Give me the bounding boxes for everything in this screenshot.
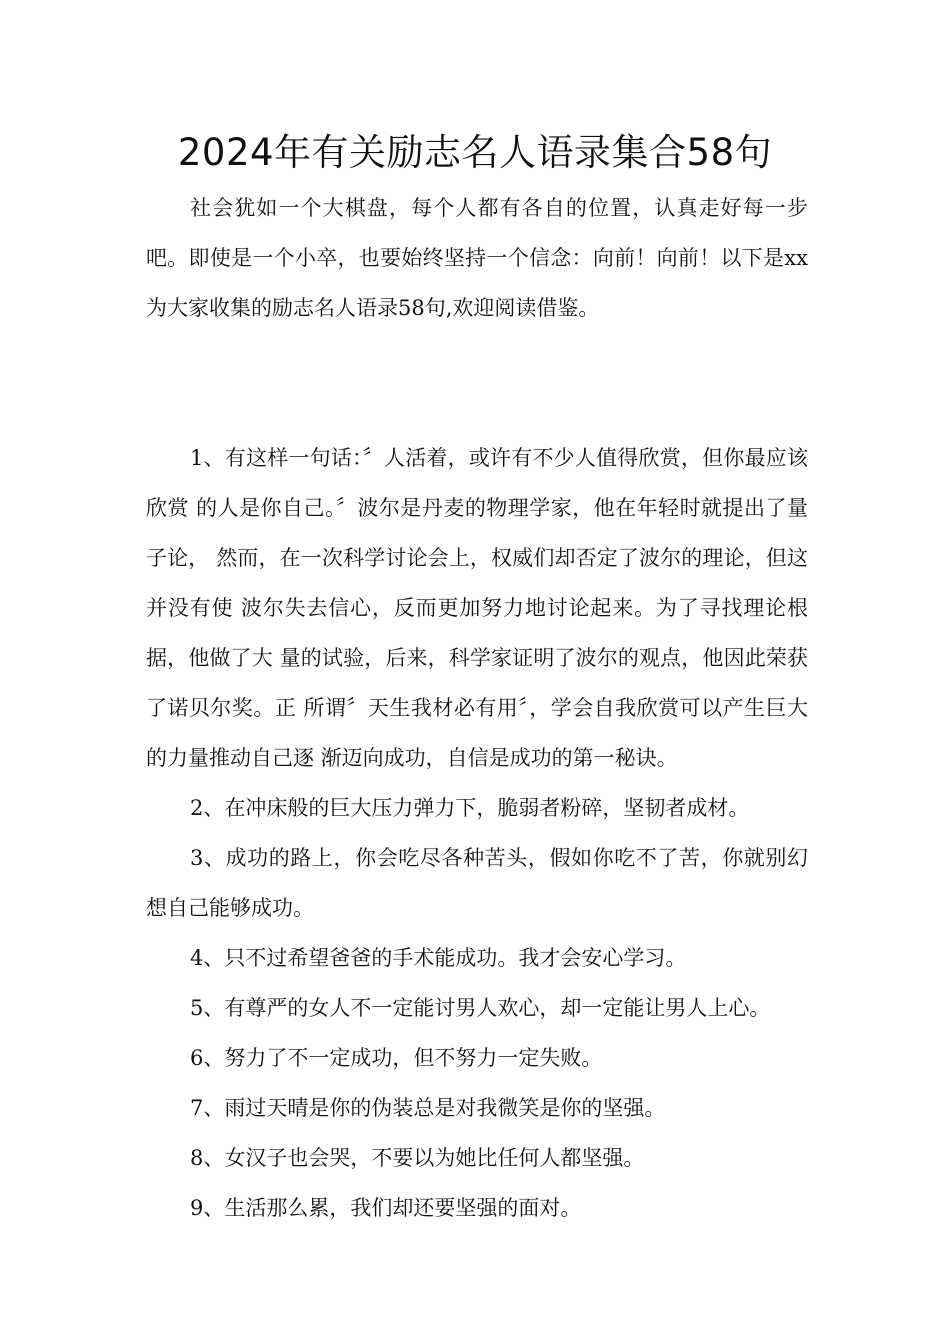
quote-item-2: 2、在冲床般的巨大压力弹力下，脆弱者粉碎，坚韧者成材。 xyxy=(190,796,750,820)
quote-item-4: 4、只不过希望爸爸的手术能成功。我才会安心学习。 xyxy=(190,946,687,970)
quote-item-9: 9、生活那么累，我们却还要坚强的面对。 xyxy=(190,1196,582,1220)
quote-item-1: 1、有这样一句话：〞人活着，或许有不少人值得欣赏，但你最应该欣赏 的人是你自己。〞波尔是丹麦的物理学家，他在年轻时就提出了量子论， 然而，在一次科学讨论会上，权威们却否定了波尔的理论，但这并没有使 波尔失去信心，反而更加努力地讨论起来。为了寻找理论根据，他做了大 量的试验，后来，科学家证明了波尔的观点，他因此荣获了诺贝尔奖。正 所谓〞天生我材必有用〞，学会自我欣赏可以产生巨大的力量推动自己逐 渐迈向成功，自信是成功的第一秘诀。 xyxy=(146,446,808,770)
quote-item-5: 5、有尊严的女人不一定能讨男人欢心，却一定能让男人上心。 xyxy=(190,996,771,1020)
quote-item-3: 3、成功的路上，你会吃尽各种苦头，假如你吃不了苦，你就别幻想自己能够成功。 xyxy=(146,846,808,920)
quote-item-8: 8、女汉子也会哭，不要以为她比任何人都坚强。 xyxy=(190,1146,645,1170)
document-title: 2024年有关励志名人语录集合58句 xyxy=(177,131,773,174)
document-body xyxy=(146,183,808,1233)
quote-item-6: 6、努力了不一定成功，但不努力一定失败。 xyxy=(190,1046,603,1070)
quote-item-7: 7、雨过天晴是你的伪装总是对我微笑是你的坚强。 xyxy=(190,1096,666,1120)
intro-paragraph: 社会犹如一个大棋盘，每个人都有各自的位置，认真走好每一步吧。即使是一个小卒，也要始终坚持一个信念：向前！向前！以下是xx为大家收集的励志名人语录58句,欢迎阅读借鉴。 xyxy=(146,196,808,320)
